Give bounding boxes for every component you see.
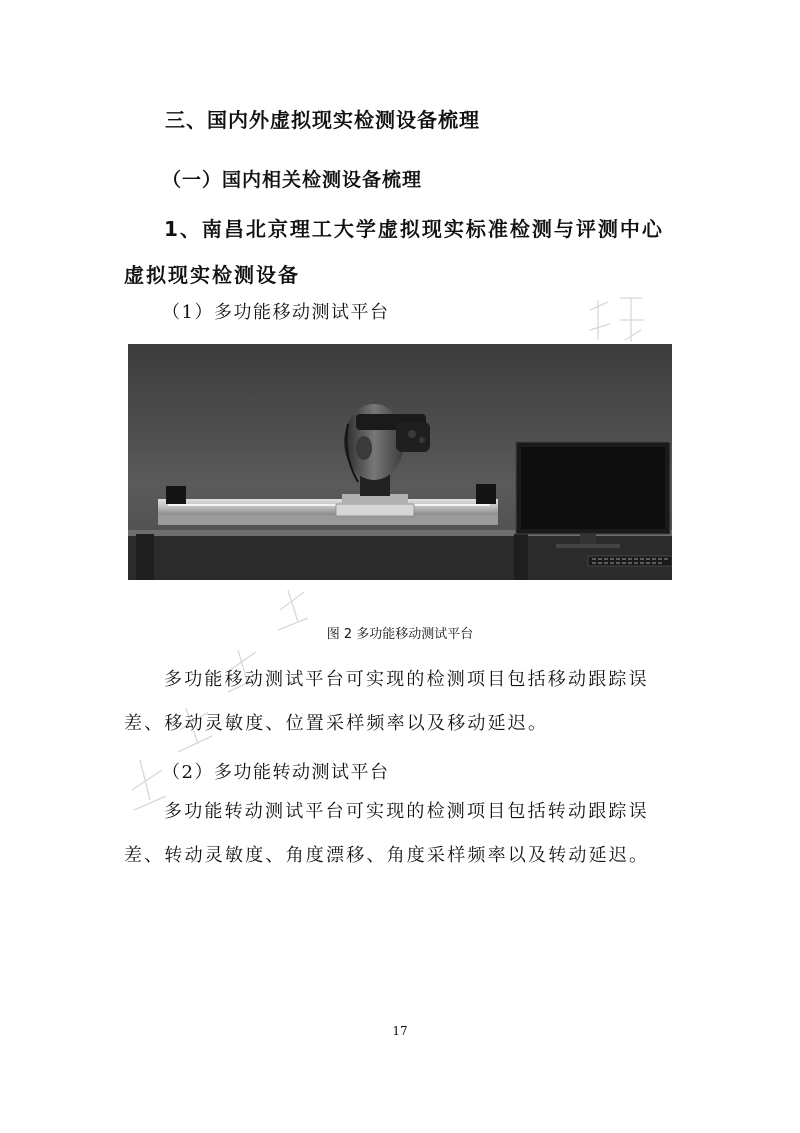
subsection-heading: （一）国内相关检测设备梳理 <box>162 169 423 191</box>
paragraph-heading-1: （1）多功能移动测试平台 <box>162 302 390 323</box>
figure-caption: 图 2 多功能移动测试平台 <box>326 627 474 642</box>
platform-photo <box>128 344 672 580</box>
paragraph-body-1: 多功能移动测试平台可实现的检测项目包括移动跟踪误差、移动灵敏度、位置采样频率以及移动延迟。 <box>124 669 649 734</box>
page-number: 17 <box>392 1024 408 1038</box>
section-heading: 三、国内外虚拟现实检测设备梳理 <box>165 108 480 132</box>
paragraph-body-2: 多功能转动测试平台可实现的检测项目包括转动跟踪误差、转动灵敏度、角度漂移、角度采样频率以及转动延迟。 <box>124 801 650 866</box>
paragraph-heading-2: （2）多功能转动测试平台 <box>162 762 390 783</box>
item-heading: 1、南昌北京理工大学虚拟现实标准检测与评测中心虚拟现实检测设备 <box>124 217 664 287</box>
